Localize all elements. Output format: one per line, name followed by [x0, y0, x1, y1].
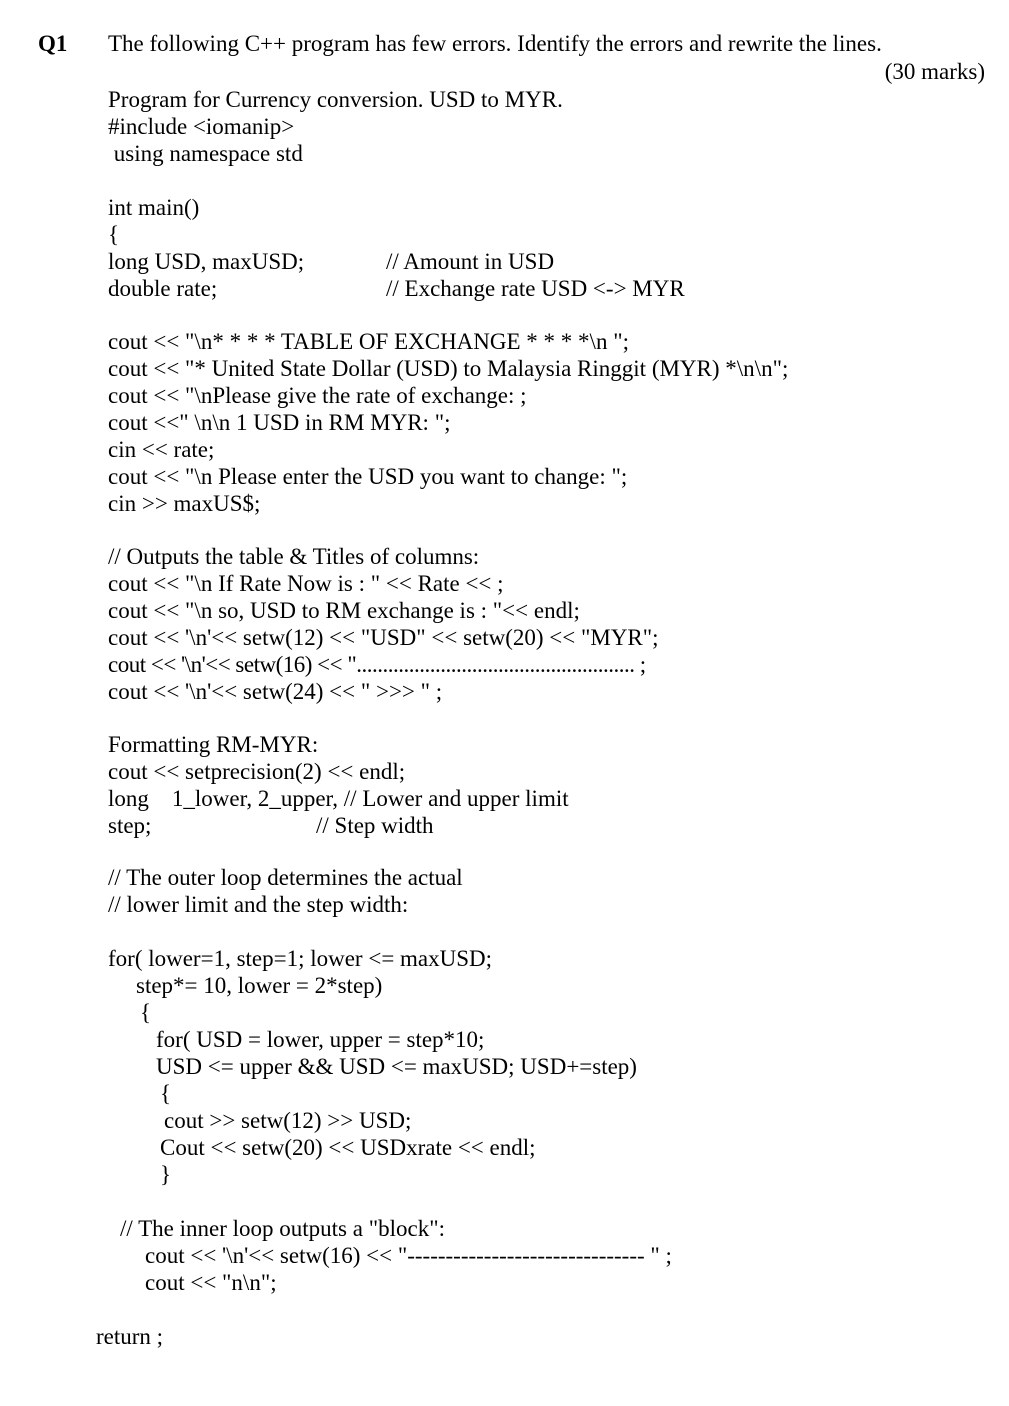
code-line: #include <iomanip>: [108, 114, 295, 139]
code-line: cout << '\n'<< setw(16) << "------------------------------- " ;: [145, 1243, 672, 1268]
code-line: step;: [108, 813, 152, 838]
code-line: cout << '\n'<< setw(24) << " >>> " ;: [108, 679, 443, 704]
code-line: cout << '\n'<< setw(12) << "USD" << setw(20) << "MYR";: [108, 625, 659, 650]
code-line: int main(): [108, 195, 200, 220]
code-line: cout << "* United State Dollar (USD) to Malaysia Ringgit (MYR) *\n\n";: [108, 356, 789, 381]
code-line: cout << "\n Please enter the USD you want to change: ";: [108, 464, 628, 489]
code-line: double rate;: [108, 276, 218, 301]
code-line: // lower limit and the step width:: [108, 892, 409, 917]
code-line: cout <<" \n\n 1 USD in RM MYR: ";: [108, 410, 451, 435]
code-line: for( USD = lower, upper = step*10;: [156, 1027, 485, 1052]
code-line: return ;: [96, 1324, 164, 1349]
code-line: {: [108, 222, 120, 247]
code-line: cout << "\n* * * * TABLE OF EXCHANGE * * * *\n ";: [108, 329, 629, 354]
code-line: }: [160, 1162, 172, 1187]
code-line: {: [160, 1081, 172, 1106]
question-marks: (30 marks): [884, 59, 985, 84]
code-line: cout << '\n'<< setw(16) << "..................................................... ;: [108, 652, 646, 677]
code-line: Formatting RM-MYR:: [108, 732, 319, 757]
code-line: // The outer loop determines the actual: [108, 865, 463, 890]
code-line: Cout << setw(20) << USDxrate << endl;: [160, 1135, 536, 1160]
code-line: // The inner loop outputs a "block":: [120, 1216, 445, 1241]
code-line: cout >> setw(12) >> USD;: [164, 1108, 412, 1133]
code-line: cout << setprecision(2) << endl;: [108, 759, 406, 784]
code-line: using namespace std: [108, 141, 303, 166]
code-line: for( lower=1, step=1; lower <= maxUSD;: [108, 946, 493, 971]
code-line: cin << rate;: [108, 437, 215, 462]
code-line: // Outputs the table & Titles of columns:: [108, 544, 480, 569]
code-line: step*= 10, lower = 2*step): [136, 973, 383, 998]
code-line: cout << "\n so, USD to RM exchange is : "<< endl;: [108, 598, 580, 623]
code-line: long USD, maxUSD;: [108, 249, 305, 274]
code-comment: // Step width: [316, 813, 434, 838]
code-line: cout << "n\n";: [145, 1270, 277, 1295]
code-line: long 1_lower, 2_upper, // Lower and upper limit: [108, 786, 569, 811]
code-line: cout << "\n If Rate Now is : " << Rate << ;: [108, 571, 504, 596]
code-line: USD <= upper && USD <= maxUSD; USD+=step): [156, 1054, 637, 1079]
question-number: Q1: [38, 31, 68, 56]
code-line: cout << "\nPlease give the rate of exchange: ;: [108, 383, 527, 408]
code-comment: // Exchange rate USD <-> MYR: [386, 276, 685, 301]
code-line: Program for Currency conversion. USD to MYR.: [108, 87, 563, 112]
question-prompt: The following C++ program has few errors. Identify the errors and rewrite the lines.: [108, 31, 882, 56]
code-comment: // Amount in USD: [386, 249, 555, 274]
code-line: cin >> maxUS$;: [108, 491, 261, 516]
code-line: {: [140, 1000, 152, 1025]
